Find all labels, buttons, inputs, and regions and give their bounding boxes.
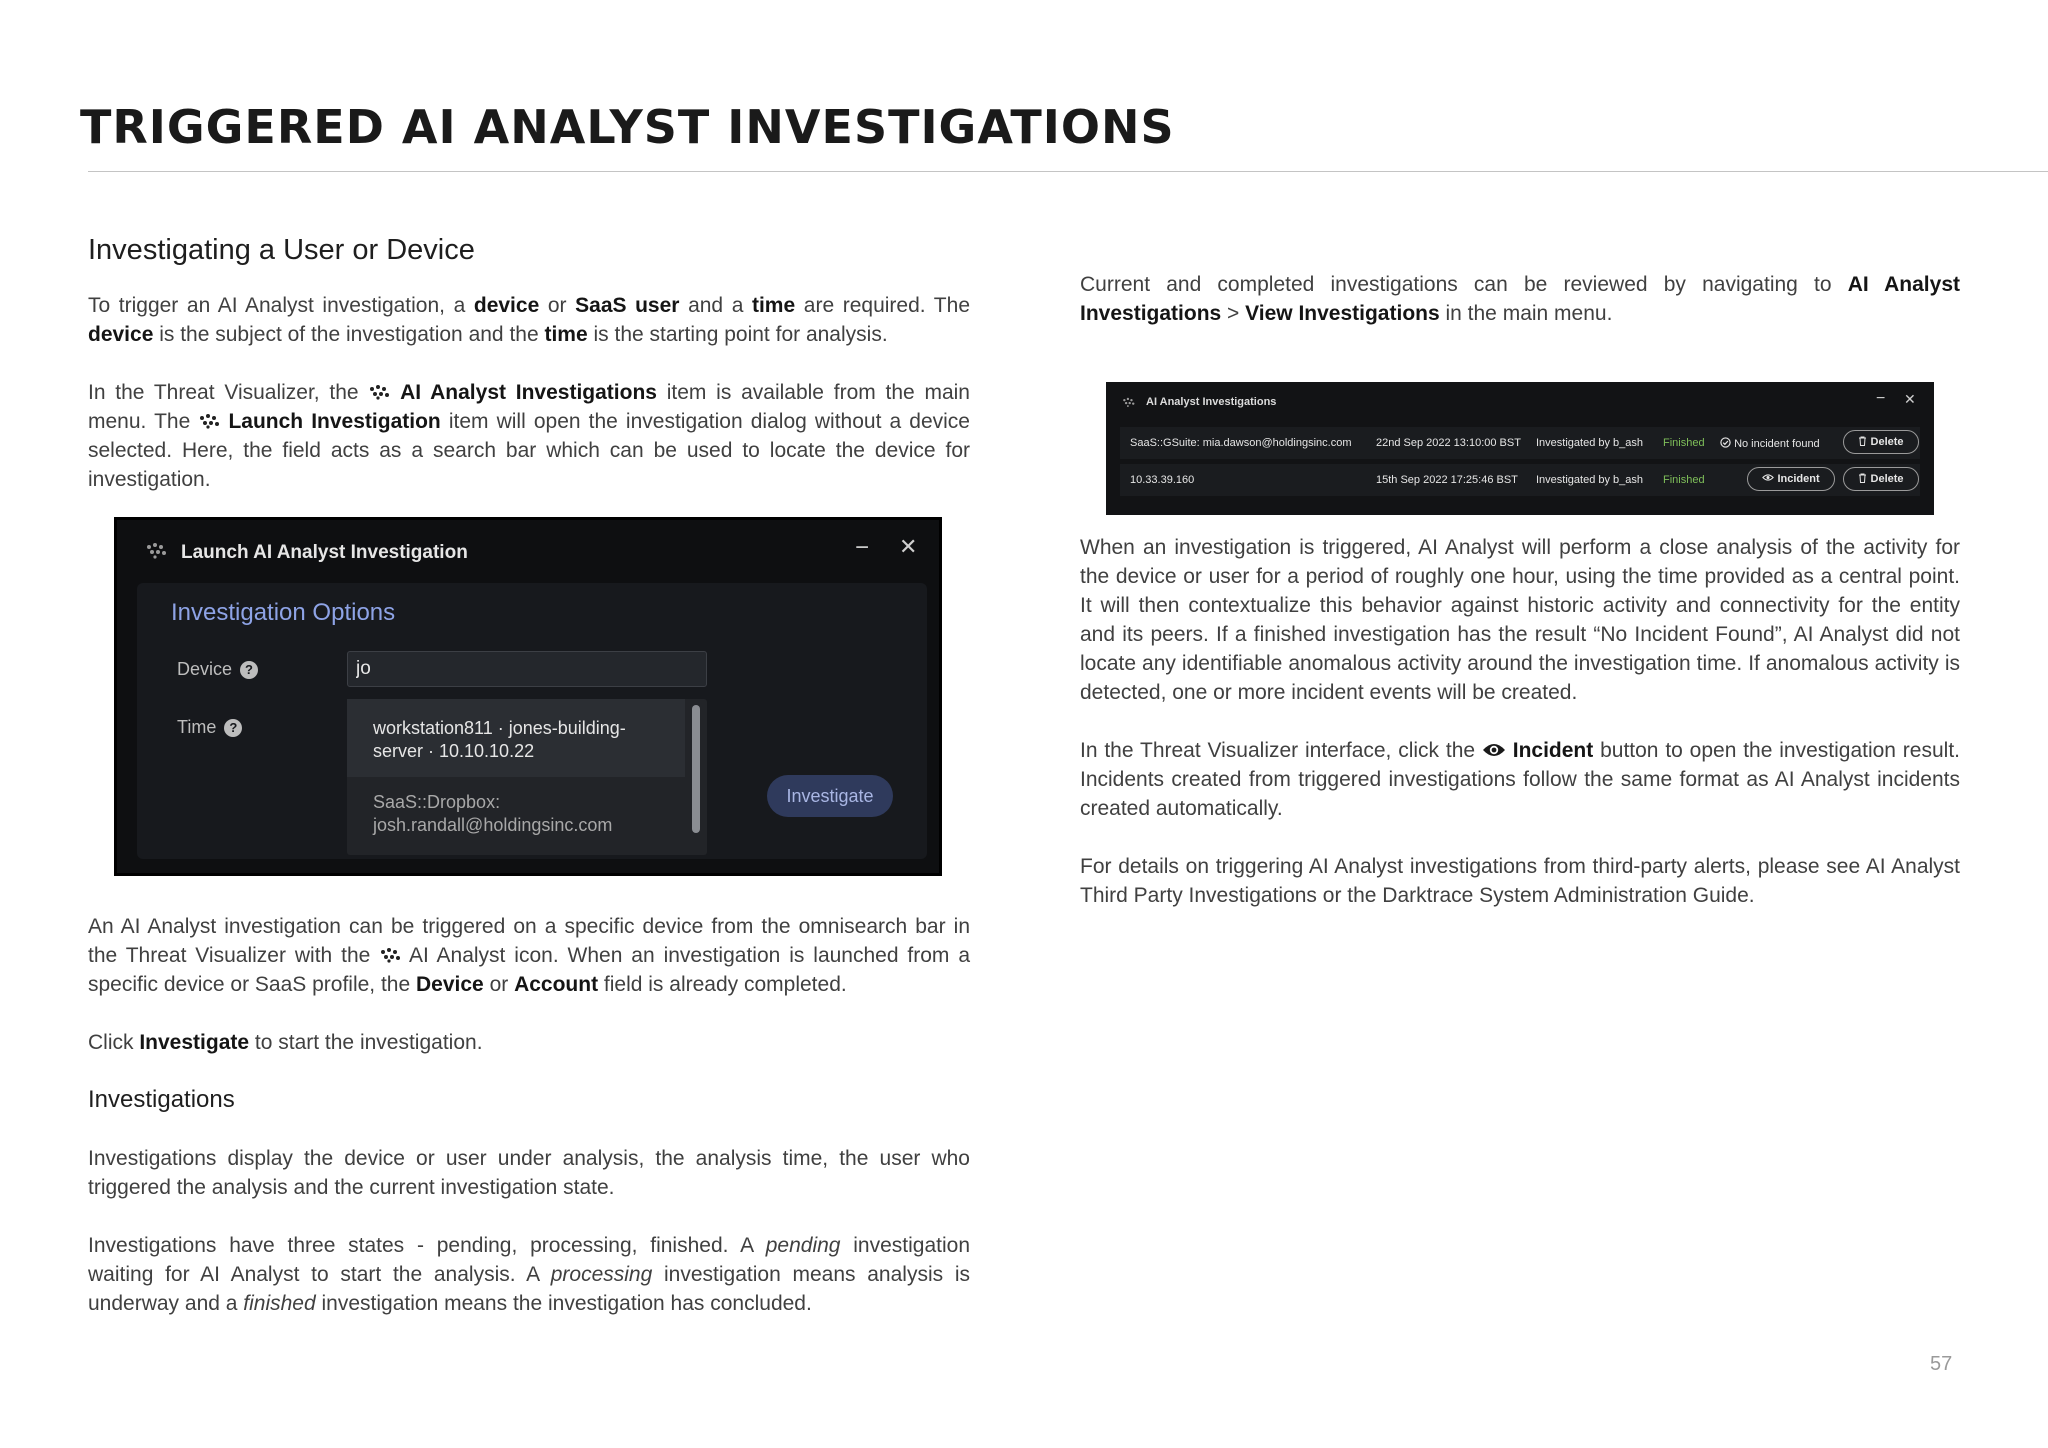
investigation-time: 15th Sep 2022 17:25:46 BST xyxy=(1376,474,1518,486)
dialog-title: Launch AI Analyst Investigation xyxy=(181,542,468,563)
eye-icon xyxy=(1762,473,1774,482)
left-column-bottom xyxy=(88,912,970,1318)
ai-analyst-investigations-window xyxy=(1106,382,1934,515)
device-search-input[interactable] xyxy=(347,651,707,687)
paragraph-third-party: For details on triggering AI Analyst investigations from third-party alerts, please see AI Analyst Third Party Investigations or the Darktrace System Administration Guide. xyxy=(1080,855,1960,907)
close-icon[interactable]: ✕ xyxy=(1904,391,1916,407)
device-help-icon[interactable]: ? xyxy=(240,661,258,679)
title-divider xyxy=(88,171,2048,172)
trash-icon xyxy=(1858,473,1867,483)
investigate-button[interactable]: Investigate xyxy=(767,775,893,817)
paragraph-investigation-states: Investigations have three states - pending, processing, finished. A pending investigation waiting for AI Analyst to start the analysis. A processing investigation means analysis is underway and a finished investigation means the investigation has concluded. xyxy=(88,1234,971,1315)
incident-button[interactable]: Incident xyxy=(1747,467,1835,491)
ai-analyst-logo-icon xyxy=(145,542,167,560)
paragraph-threat-visualizer: In the Threat Visualizer, the AI Analyst Investigations item is available from the main menu. The Launch Investigation item will open the investigation dialog without a device selected. Here, the field acts as a search bar which can be used to locate the device for investigation. xyxy=(88,381,970,491)
paragraph-close-analysis: When an investigation is triggered, AI Analyst will perform a close analysis of the activity for the device or user for a period of roughly one hour, using the time provided as a central point. It will then contextualize this behavior against historic activity and connectivity for the entity and its peers. If a finished investigation has the result “No Incident Found”, AI Analyst did not locate any identifiable anomalous activity around the investigation time. If anomalous activity is detected, one or more incident events will be created. xyxy=(1080,536,1960,704)
investigation-state: Finished xyxy=(1663,437,1705,449)
no-incident-found-status: No incident found xyxy=(1720,437,1820,450)
investigation-state: Finished xyxy=(1663,474,1705,486)
eye-icon xyxy=(1482,741,1506,759)
launch-investigation-icon xyxy=(198,413,220,429)
suggestion-item[interactable]: workstation811 · jones-building- server · 10.10.10.22 xyxy=(347,699,685,777)
paragraph-trigger: To trigger an AI Analyst investigation, a device or SaaS user and a time are required. The device is the subject of the investigation and the time is the starting point for analysis. xyxy=(88,294,970,346)
time-label: Time ? xyxy=(177,717,242,738)
close-icon[interactable]: ✕ xyxy=(899,534,918,559)
page-number: 57 xyxy=(1930,1353,1953,1375)
investigated-by: Investigated by b_ash xyxy=(1536,437,1644,449)
investigation-options-panel xyxy=(137,583,927,859)
section-heading: Investigating a User or Device xyxy=(88,234,475,266)
launch-investigation-dialog xyxy=(114,517,942,876)
ai-analyst-icon xyxy=(368,384,390,400)
paragraph-review-investigations: Current and completed investigations can be reviewed by navigating to AI Analyst Investigations > View Investigations in the main menu. xyxy=(1080,273,1960,325)
investigation-time: 22nd Sep 2022 13:10:00 BST xyxy=(1376,437,1521,449)
right-column-bottom xyxy=(1080,533,1960,910)
table-row[interactable] xyxy=(1120,464,1920,496)
trash-icon xyxy=(1858,436,1867,446)
left-column-top xyxy=(88,236,970,494)
investigation-subject: SaaS::GSuite: mia.dawson@holdingsinc.com xyxy=(1130,437,1352,449)
device-label: Device ? xyxy=(177,659,258,680)
minimize-icon[interactable]: − xyxy=(855,534,870,561)
suggestion-item[interactable]: SaaS::Dropbox: josh.randall@holdingsinc.com xyxy=(373,792,613,835)
window-title: AI Analyst Investigations xyxy=(1146,396,1277,408)
paragraph-incident-button: In the Threat Visualizer interface, click the Incident button to open the investigation result. Incidents created from triggered investigations follow the same format as AI Analyst incidents created automatically. xyxy=(1080,739,1960,820)
delete-button[interactable]: Delete xyxy=(1843,430,1919,454)
investigations-heading: Investigations xyxy=(88,1086,235,1113)
options-title: Investigation Options xyxy=(171,599,396,626)
paragraph-omnisearch: An AI Analyst investigation can be triggered on a specific device from the omnisearch bar in the Threat Visualizer with the AI Analyst icon. When an investigation is launched from a specific device or SaaS profile, the Device or Account field is already completed. xyxy=(88,915,970,996)
ai-analyst-logo-icon xyxy=(1122,397,1135,408)
page-title: TRIGGERED AI ANALYST INVESTIGATIONS xyxy=(80,100,1175,154)
ai-analyst-icon xyxy=(379,947,401,963)
investigated-by: Investigated by b_ash xyxy=(1536,474,1644,486)
right-column-top xyxy=(1080,270,1960,328)
time-help-icon[interactable]: ? xyxy=(224,719,242,737)
device-suggestions-dropdown xyxy=(347,699,707,855)
minimize-icon[interactable]: − xyxy=(1876,390,1886,407)
paragraph-click-investigate: Click Investigate to start the investigation. xyxy=(88,1031,483,1054)
paragraph-investigations-display: Investigations display the device or user under analysis, the analysis time, the user who triggered the analysis and the current investigation state. xyxy=(88,1147,970,1199)
investigation-subject: 10.33.39.160 xyxy=(1130,474,1195,486)
check-circle-icon xyxy=(1720,437,1731,448)
delete-button[interactable]: Delete xyxy=(1843,467,1919,491)
dropdown-scrollbar[interactable] xyxy=(692,705,700,833)
table-row[interactable] xyxy=(1120,427,1920,459)
